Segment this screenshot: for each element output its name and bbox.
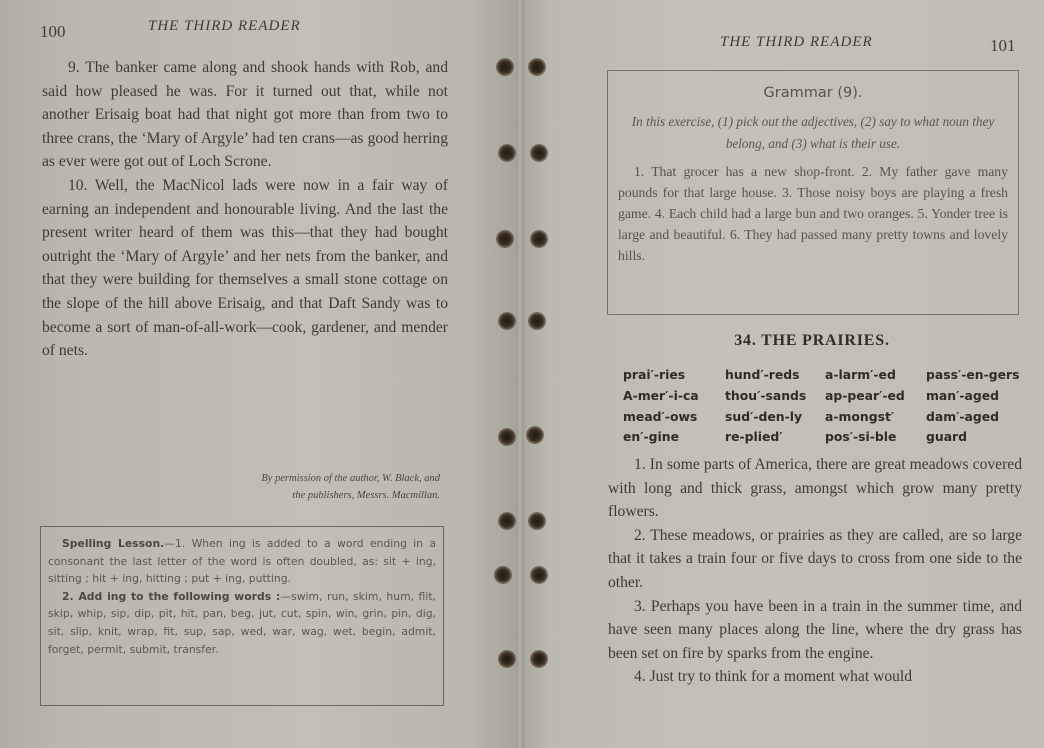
left-running-head: THE THIRD READER — [148, 18, 301, 34]
binding-hole — [528, 512, 546, 530]
spelling-word: prai′-ries — [623, 367, 686, 382]
grammar-exercise — [618, 161, 1008, 266]
spelling-lesson-box — [40, 526, 444, 706]
paragraph-9: 9. The banker came along and shook hands with Rob, and said how pleased he was. For it turned out that, while not another Erisaig boat had that night got more than from two to three crans, the ‘Mary of Argyle’ had ten crans—as good herring as ever were got out of Loch Scrone. — [42, 59, 448, 171]
spelling-word: sud′-den-ly — [725, 408, 803, 424]
spelling-lesson-text-2: —swim, run, skim, hum, flit, skip, whip, sip, dip, pit, hit, pan, beg, jut, cut, spin, win, grin, pin, dig, sit, slip, knit, wrap, fit, sup, sap, wed, war, wag, wet, begin, admit, forget, permit, submit, transfer. — [48, 589, 436, 656]
credit-line-2: the publishers, Messrs. Macmillan. — [292, 490, 440, 501]
binding-hole — [494, 566, 512, 584]
right-body-text — [608, 453, 1022, 689]
binding-hole — [498, 428, 516, 446]
binding-hole — [528, 58, 546, 76]
binding-hole — [496, 230, 514, 248]
binding-hole — [498, 144, 516, 162]
grammar-box — [607, 70, 1019, 315]
spelling-lesson-text-1: —1. When ing is added to a word ending in a consonant the last letter of the word is often doubled, as: sit + ing, sitting ; hit + ing, hitting ; put + ing, putting. — [48, 537, 436, 586]
spelling-word: pos′-si-ble — [825, 429, 897, 445]
right-page-number: 101 — [990, 36, 1016, 55]
spelling-word: re-plied′ — [725, 429, 783, 445]
binding-hole — [498, 512, 516, 530]
binding-hole — [496, 58, 514, 76]
binding-hole — [530, 144, 548, 162]
binding-hole — [530, 650, 548, 668]
paragraph-10: 10. Well, the MacNicol lads were now in a fair way of earning an independent and honourable living. And the last the present writer heard of them was this—that they had bought outright the ‘Mary of Argyle’ and her nets from the banker, and that they were building for themselves a small stone cottage on the slope of the hill above Erisaig, and that Daft Sandy was to become a sort of man-of-all-work—cook, gardener, and mender of nets. — [42, 176, 448, 360]
spelling-lesson-para-1 — [48, 535, 436, 588]
prairies-paragraph-2: 2. These meadows, or prairies as they are called, are so large that it takes a train four or five days to cross from one side to the other. — [608, 526, 1022, 591]
spelling-word: thou′-sands — [725, 387, 807, 403]
book-gutter — [516, 0, 524, 748]
right-running-head: THE THIRD READER — [720, 34, 873, 50]
binding-hole — [530, 566, 548, 584]
spelling-word: A-mer′-i-ca — [623, 387, 699, 403]
left-body-text — [42, 56, 448, 363]
binding-hole — [528, 312, 546, 330]
spelling-word: mead′-ows — [623, 408, 698, 424]
spelling-word: a-mongst′ — [825, 408, 895, 424]
spelling-word-list — [623, 365, 1023, 448]
left-page — [0, 0, 520, 748]
prairies-paragraph-4: 4. Just try to think for a moment what would — [634, 668, 913, 686]
spelling-word: ap-pear′-ed — [825, 387, 905, 403]
permission-credit — [170, 470, 440, 504]
credit-line-1: By permission of the author, W. Black, and — [261, 473, 440, 484]
spelling-word: hund′-reds — [725, 367, 800, 382]
binding-hole — [526, 426, 544, 444]
grammar-title: Grammar (9). — [763, 85, 863, 101]
right-page — [520, 0, 1044, 748]
spelling-word: dam′-aged — [926, 408, 1000, 424]
chapter-title: 34. THE PRAIRIES. — [734, 332, 890, 349]
binding-hole — [530, 230, 548, 248]
grammar-exercise-text: 1. That grocer has a new shop-front. 2. My father gave many pounds for that large house. 3. Those noisy boys are playing a fresh game. 4. Each child had a large bun and two oranges. 5. Yonder tree is large and beautiful. 6. They had passed many pretty towns and lovely hills. — [618, 164, 1008, 263]
left-page-number: 100 — [40, 22, 66, 41]
spelling-lesson-label: Spelling Lesson. — [62, 537, 165, 550]
binding-hole — [498, 312, 516, 330]
prairies-paragraph-3: 3. Perhaps you have been in a train in the summer time, and have seen many places along the line, where the dry grass has been set on fire by sparks from the engine. — [608, 597, 1022, 662]
prairies-paragraph-1: 1. In some parts of America, there are great meadows covered with long and thick grass, amongst which grow many pretty flowers. — [608, 456, 1022, 521]
spelling-word: en′-gine — [623, 429, 679, 445]
binding-hole — [498, 650, 516, 668]
spelling-word: pass′-en-gers — [926, 367, 1020, 382]
spelling-lesson-para-2 — [48, 588, 436, 658]
grammar-instructions: In this exercise, (1) pick out the adjectives, (2) say to what noun they belong, and (3) what is their use. — [631, 114, 995, 151]
spelling-lesson-label-2: 2. Add ing to the following words : — [62, 589, 281, 603]
spelling-word: a-larm′-ed — [825, 367, 896, 382]
spelling-word: man′-aged — [926, 387, 1000, 403]
spelling-word: guard — [926, 429, 968, 445]
